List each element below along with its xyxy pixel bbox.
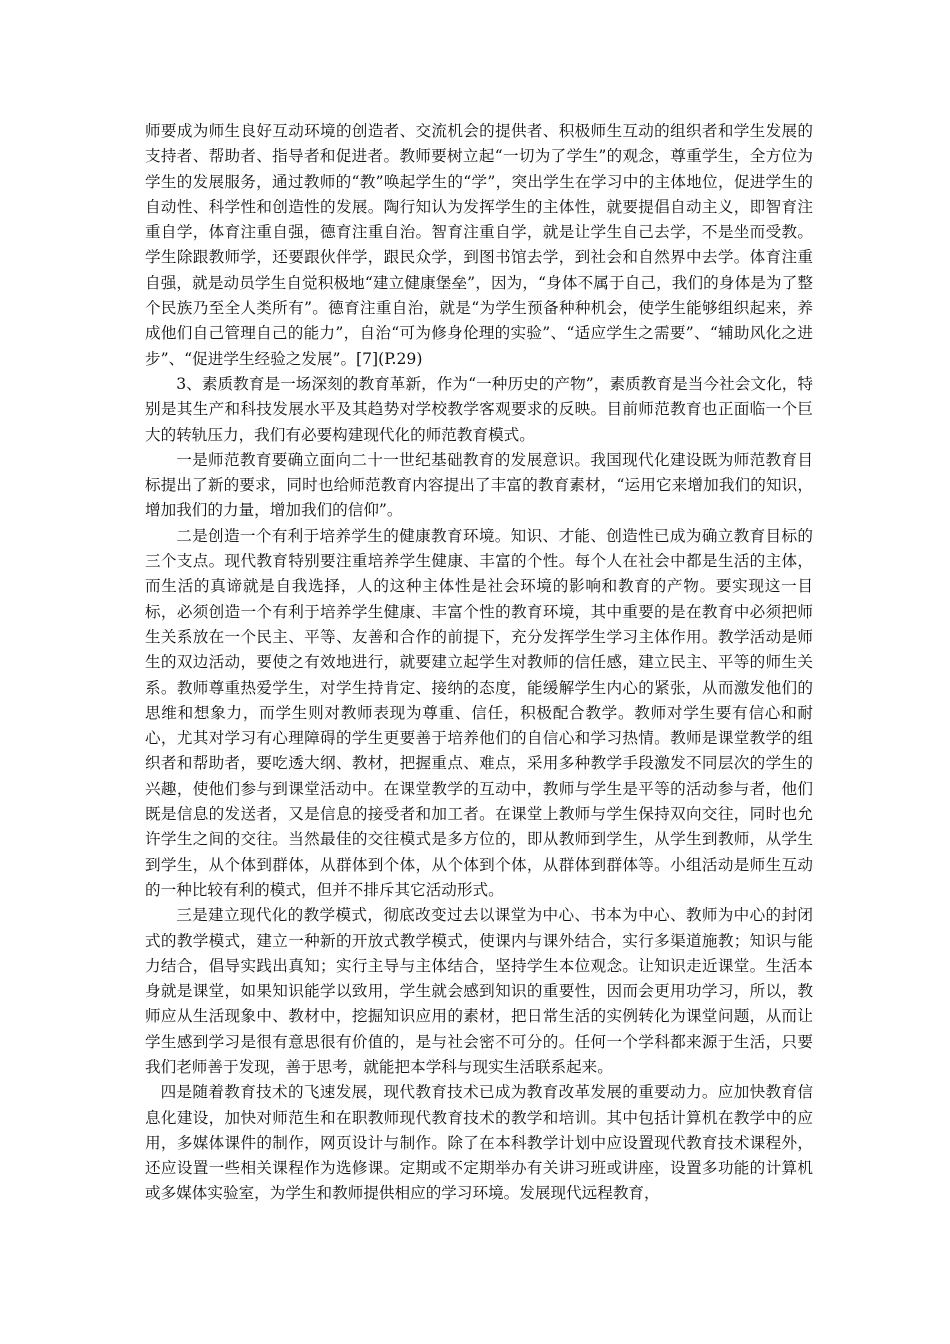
document-body (145, 119, 813, 1207)
paragraph-point-2: 二是创造一个有利于培养学生的健康教育环境。知识、才能、创造性已成为确立教育目标的三个支点。现代教育特别要注重培养学生健康、丰富的个性。每个人在社会中都是生活的主体，而生活的真谛就是自我选择，人的这种主体性是社会环境的影响和教育的产物。要实现这一目标，必须创造一个有利于培养学生健康、丰富个性的教育环境，其中重要的是在教育中必须把师生关系放在一个民主、平等、友善和合作的前提下，充分发挥学生学习主体作用。教学活动是师生的双边活动，要使之有效地进行，就要建立起学生对教师的信任感，建立民主、平等的师生关系。教师尊重热爱学生，对学生持肯定、接纳的态度，能缓解学生内心的紧张，从而激发他们的思维和想象力，而学生则对教师表现为尊重、信任，积极配合教学。教师对学生要有信心和耐心，尤其对学习有心理障碍的学生更要善于培养他们的自信心和学习热情。教师是课堂教学的组织者和帮助者，要吃透大纲、教材，把握重点、难点，采用多种教学手段激发不同层次的学生的兴趣，使他们参与到课堂活动中。在课堂教学的互动中，教师与学生是平等的活动参与者，他们既是信息的发送者，又是信息的接受者和加工者。在课堂上教师与学生保持双向交往，同时也允许学生之间的交往。当然最佳的交往模式是多方位的，即从教师到学生，从学生到教师，从学生到学生，从个体到群体，从群体到个体，从个体到个体，从群体到群体等。小组活动是师生互动的一种比较有利的模式，但并不排斥其它活动形式。 (145, 526, 813, 899)
paragraph-point-4: 四是随着教育技术的飞速发展，现代教育技术已成为教育改革发展的重要动力。应加快教育信息化建设，加快对师范生和在职教师现代教育技术的教学和培训。其中包括计算机在教学中的应用，多媒体课件的制作，网页设计与制作。除了在本科教学计划中应设置现代教育技术课程外，还应设置一些相关课程作为选修课。定期或不定期举办有关讲习班或讲座，设置多功能的计算机或多媒体实验室，为学生和教师提供相应的学习环境。发展现代远程教育， (145, 1083, 813, 1203)
paragraph-point-3: 三是建立现代化的教学模式，彻底改变过去以课堂为中心、书本为中心、教师为中心的封闭式的教学模式，建立一种新的开放式教学模式，使课内与课外结合，实行多渠道施教；知识与能力结合，倡导实践出真知；实行主导与主体结合，坚持学生本位观念。让知识走近课堂。生活本身就是课堂，如果知识能学以致用，学生就会感到知识的重要性，因而会更用功学习，所以，教师应从生活现象中、教材中，挖掘知识应用的素材，把日常生活的实例转化为课堂问题，从而让学生感到学习是很有意思很有价值的，是与社会密不可分的。任何一个学科都来源于生活，只要我们老师善于发现，善于思考，就能把本学科与现实生活联系起来。 (145, 906, 813, 1076)
paragraph-section-3: 3、素质教育是一场深刻的教育革新，作为“一种历史的产物”，素质教育是当今社会文化，特别是其生产和科技发展水平及其趋势对学校教学客观要求的反映。目前师范教育也正面临一个巨大的转轨压力，我们有必要构建现代化的师范教育模式。 (145, 374, 813, 444)
paragraph-continued: 师要成为师生良好互动环境的创造者、交流机会的提供者、积极师生互动的组织者和学生发展的支持者、帮助者、指导者和促进者。教师要树立起“一切为了学生”的观念，尊重学生，全方位为学生的发展服务，通过教师的“教”唤起学生的“学”，突出学生在学习中的主体地位，促进学生的自动性、科学性和创造性的发展。陶行知认为发挥学生的主体性，就要提倡自动主义，即智育注重自学，体育注重自强，德育注重自治。智育注重自学，就是让学生自己去学，不是坐而受教。学生除跟教师学，还要跟伙伴学，跟民众学，到图书馆去学，到社会和自然界中去学。体育注重自强，就是动员学生自觉积极地“建立健康堡垒”，因为，“身体不属于自己，我们的身体是为了整个民族乃至全人类所有”。德育注重自治，就是“为学生预备种种机会，使学生能够组织起来，养成他们自己管理自己的能力”，自治“可为修身伦理的实验”、“适应学生之需要”、“辅助风化之进步”、“促进学生经验之发展”。[7](P.29) (145, 122, 813, 368)
paragraph-point-1: 一是师范教育要确立面向二十一世纪基础教育的发展意识。我国现代化建设既为师范教育目标提出了新的要求，同时也给师范教育内容提出了丰富的教育素材，“运用它来增加我们的知识，增加我们的力量，增加我们的信仰”。 (145, 450, 813, 520)
